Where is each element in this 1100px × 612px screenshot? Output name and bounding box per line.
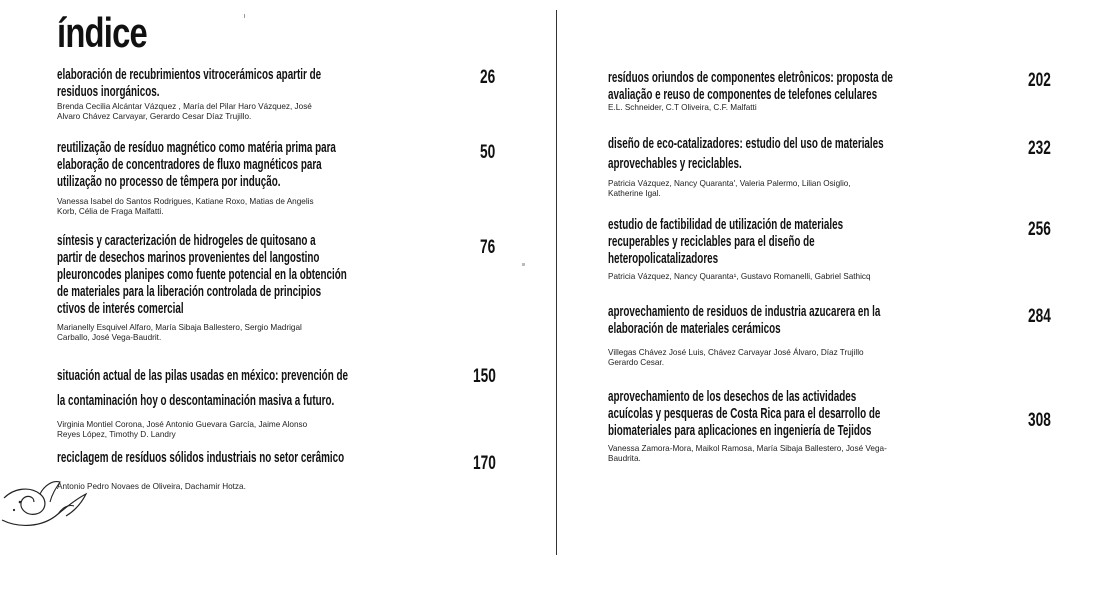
entry-authors: Patricia Vázquez, Nancy Quaranta', Valeria Palermo, Lilian Osiglio, Katherine Igal.	[608, 179, 851, 198]
scan-speck	[522, 263, 525, 266]
page-number[interactable]: 202	[1028, 70, 1051, 91]
page-number[interactable]: 256	[1028, 219, 1051, 240]
page-title: índice	[57, 9, 147, 56]
swirl-ornament-icon	[0, 458, 110, 538]
entry-authors: Vanessa Zamora-Mora, Maikol Ramosa, María Sibaja Ballestero, José Vega- Baudrita.	[608, 444, 887, 463]
entry-title[interactable]: situación actual de las pilas usadas en méxico: prevención de la contaminación hoy o descontaminación masiva a futuro.	[57, 368, 348, 409]
entry-title[interactable]: estudio de factibilidad de utilización de materiales recuperables y reciclables para el diseño de heteropolicatalizadores	[608, 217, 844, 267]
entry-authors: Brenda Cecilia Alcántar Vázquez , María del Pilar Haro Vázquez, José Alvaro Chávez Carvayar, Gerardo Cesar Díaz Trujillo.	[57, 102, 312, 121]
entry-title[interactable]: elaboración de recubrimientos vitrocerámicos apartir de residuos inorgánicos.	[57, 67, 322, 100]
entry-title[interactable]: aprovechamiento de los desechos de las actividades acuícolas y pesqueras de Costa Rica para el desarrollo de biomateriales para aplicaciones en ingeniería de Tejidos	[608, 389, 881, 439]
entry-authors: Virginia Montiel Corona, José Antonio Guevara García, Jaime Alonso Reyes López, Timothy D. Landry	[57, 420, 308, 439]
entry-title[interactable]: aprovechamiento de residuos de industria azucarera en la elaboración de materiales cerámicos	[608, 304, 881, 337]
entry-authors: Patricia Vázquez, Nancy Quaranta¹, Gustavo Romanelli, Gabriel Sathicq	[608, 272, 871, 281]
entry-authors: Marianelly Esquivel Alfaro, María Sibaja Ballestero, Sergio Madrigal Carballo, José Vega-Baudrit.	[57, 323, 302, 342]
entry-title[interactable]: diseño de eco-catalizadores: estudio del uso de materiales aprovechables y reciclables.	[608, 136, 884, 172]
page-number[interactable]: 150	[473, 366, 496, 387]
scan-mark	[244, 14, 245, 18]
page-number[interactable]: 76	[480, 237, 496, 258]
column-divider	[556, 10, 557, 555]
entry-authors: Antonio Pedro Novaes de Oliveira, Dachamir Hotza.	[57, 482, 246, 491]
page-number[interactable]: 284	[1028, 306, 1051, 327]
entry-title[interactable]: resíduos oriundos de componentes eletrônicos: proposta de avaliação e reuso de componentes de telefones celulares	[608, 70, 893, 103]
entry-title[interactable]: síntesis y caracterización de hidrogeles de quitosano a partir de desechos marinos provenientes del langostino pleuroncodes planipes como fuente potencial en la obtención de materiales para la liberación controlada de principios ctivos de interés comercial	[57, 233, 347, 317]
page-number[interactable]: 170	[473, 453, 496, 474]
page-number[interactable]: 232	[1028, 138, 1051, 159]
page-number[interactable]: 50	[480, 142, 496, 163]
entry-authors: Villegas Chávez José Luis, Chávez Carvayar José Álvaro, Díaz Trujillo Gerardo Cesar.	[608, 348, 864, 367]
entry-title[interactable]: reutilização de resíduo magnético como matéria prima para elaboração de concentradores de fluxo magnéticos para utilização no processo de têmpera por indução.	[57, 140, 336, 190]
page-number[interactable]: 26	[480, 67, 496, 88]
entry-authors: E.L. Schneider, C.T Oliveira, C.F. Malfatti	[608, 103, 757, 112]
entry-title[interactable]: reciclagem de resíduos sólidos industriais no setor cerâmico	[57, 450, 345, 466]
page-number[interactable]: 308	[1028, 410, 1051, 431]
entry-authors: Vanessa Isabel do Santos Rodrigues, Katiane Roxo, Matias de Angelis Korb, Célia de Fraga Malfatti.	[57, 197, 314, 216]
